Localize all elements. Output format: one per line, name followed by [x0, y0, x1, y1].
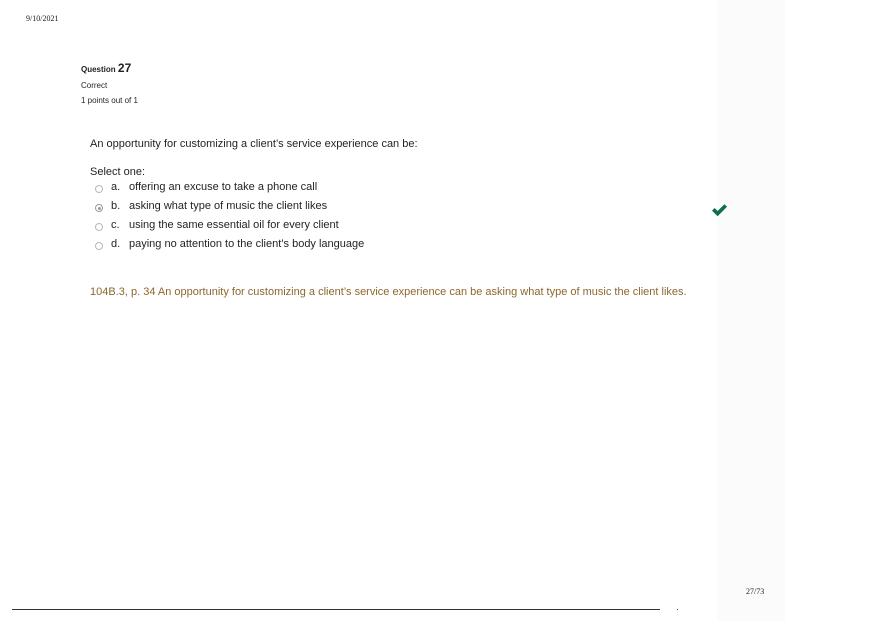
select-prompt: Select one:	[90, 166, 146, 178]
answer-letter: c.	[111, 219, 120, 231]
question-number: 27	[117, 61, 132, 75]
question-heading	[81, 60, 138, 78]
answer-text: offering an excuse to take a phone call	[129, 181, 318, 193]
question-info	[81, 60, 138, 105]
question-state: Correct	[81, 81, 108, 90]
question-text: An opportunity for customizing a client’s service experience can be:	[90, 138, 418, 150]
check-icon	[711, 203, 728, 217]
content-panel-edge	[717, 0, 785, 621]
answer-text: using the same essential oil for every client	[129, 219, 339, 231]
answer-text: paying no attention to the client’s body language	[129, 238, 365, 250]
radio-button-b[interactable]	[95, 204, 103, 212]
answer-letter: d.	[111, 238, 121, 250]
radio-button-d[interactable]	[95, 242, 103, 250]
page-number: 27/73	[746, 587, 765, 596]
radio-button-c[interactable]	[95, 223, 103, 231]
answer-letter: b.	[111, 200, 121, 212]
radio-button-a[interactable]	[95, 185, 103, 193]
question-label: Question	[81, 65, 116, 74]
general-feedback: 104B.3, p. 34 An opportunity for customizing a client’s service experience can be asking what type of music the client likes.	[90, 286, 687, 298]
question-grade: 1 points out of 1	[81, 96, 138, 105]
footer-dot	[677, 609, 678, 610]
footer-divider	[12, 609, 660, 610]
print-date: 9/10/2021	[26, 14, 59, 23]
answer-text: asking what type of music the client likes	[129, 200, 328, 212]
answer-letter: a.	[111, 181, 121, 193]
